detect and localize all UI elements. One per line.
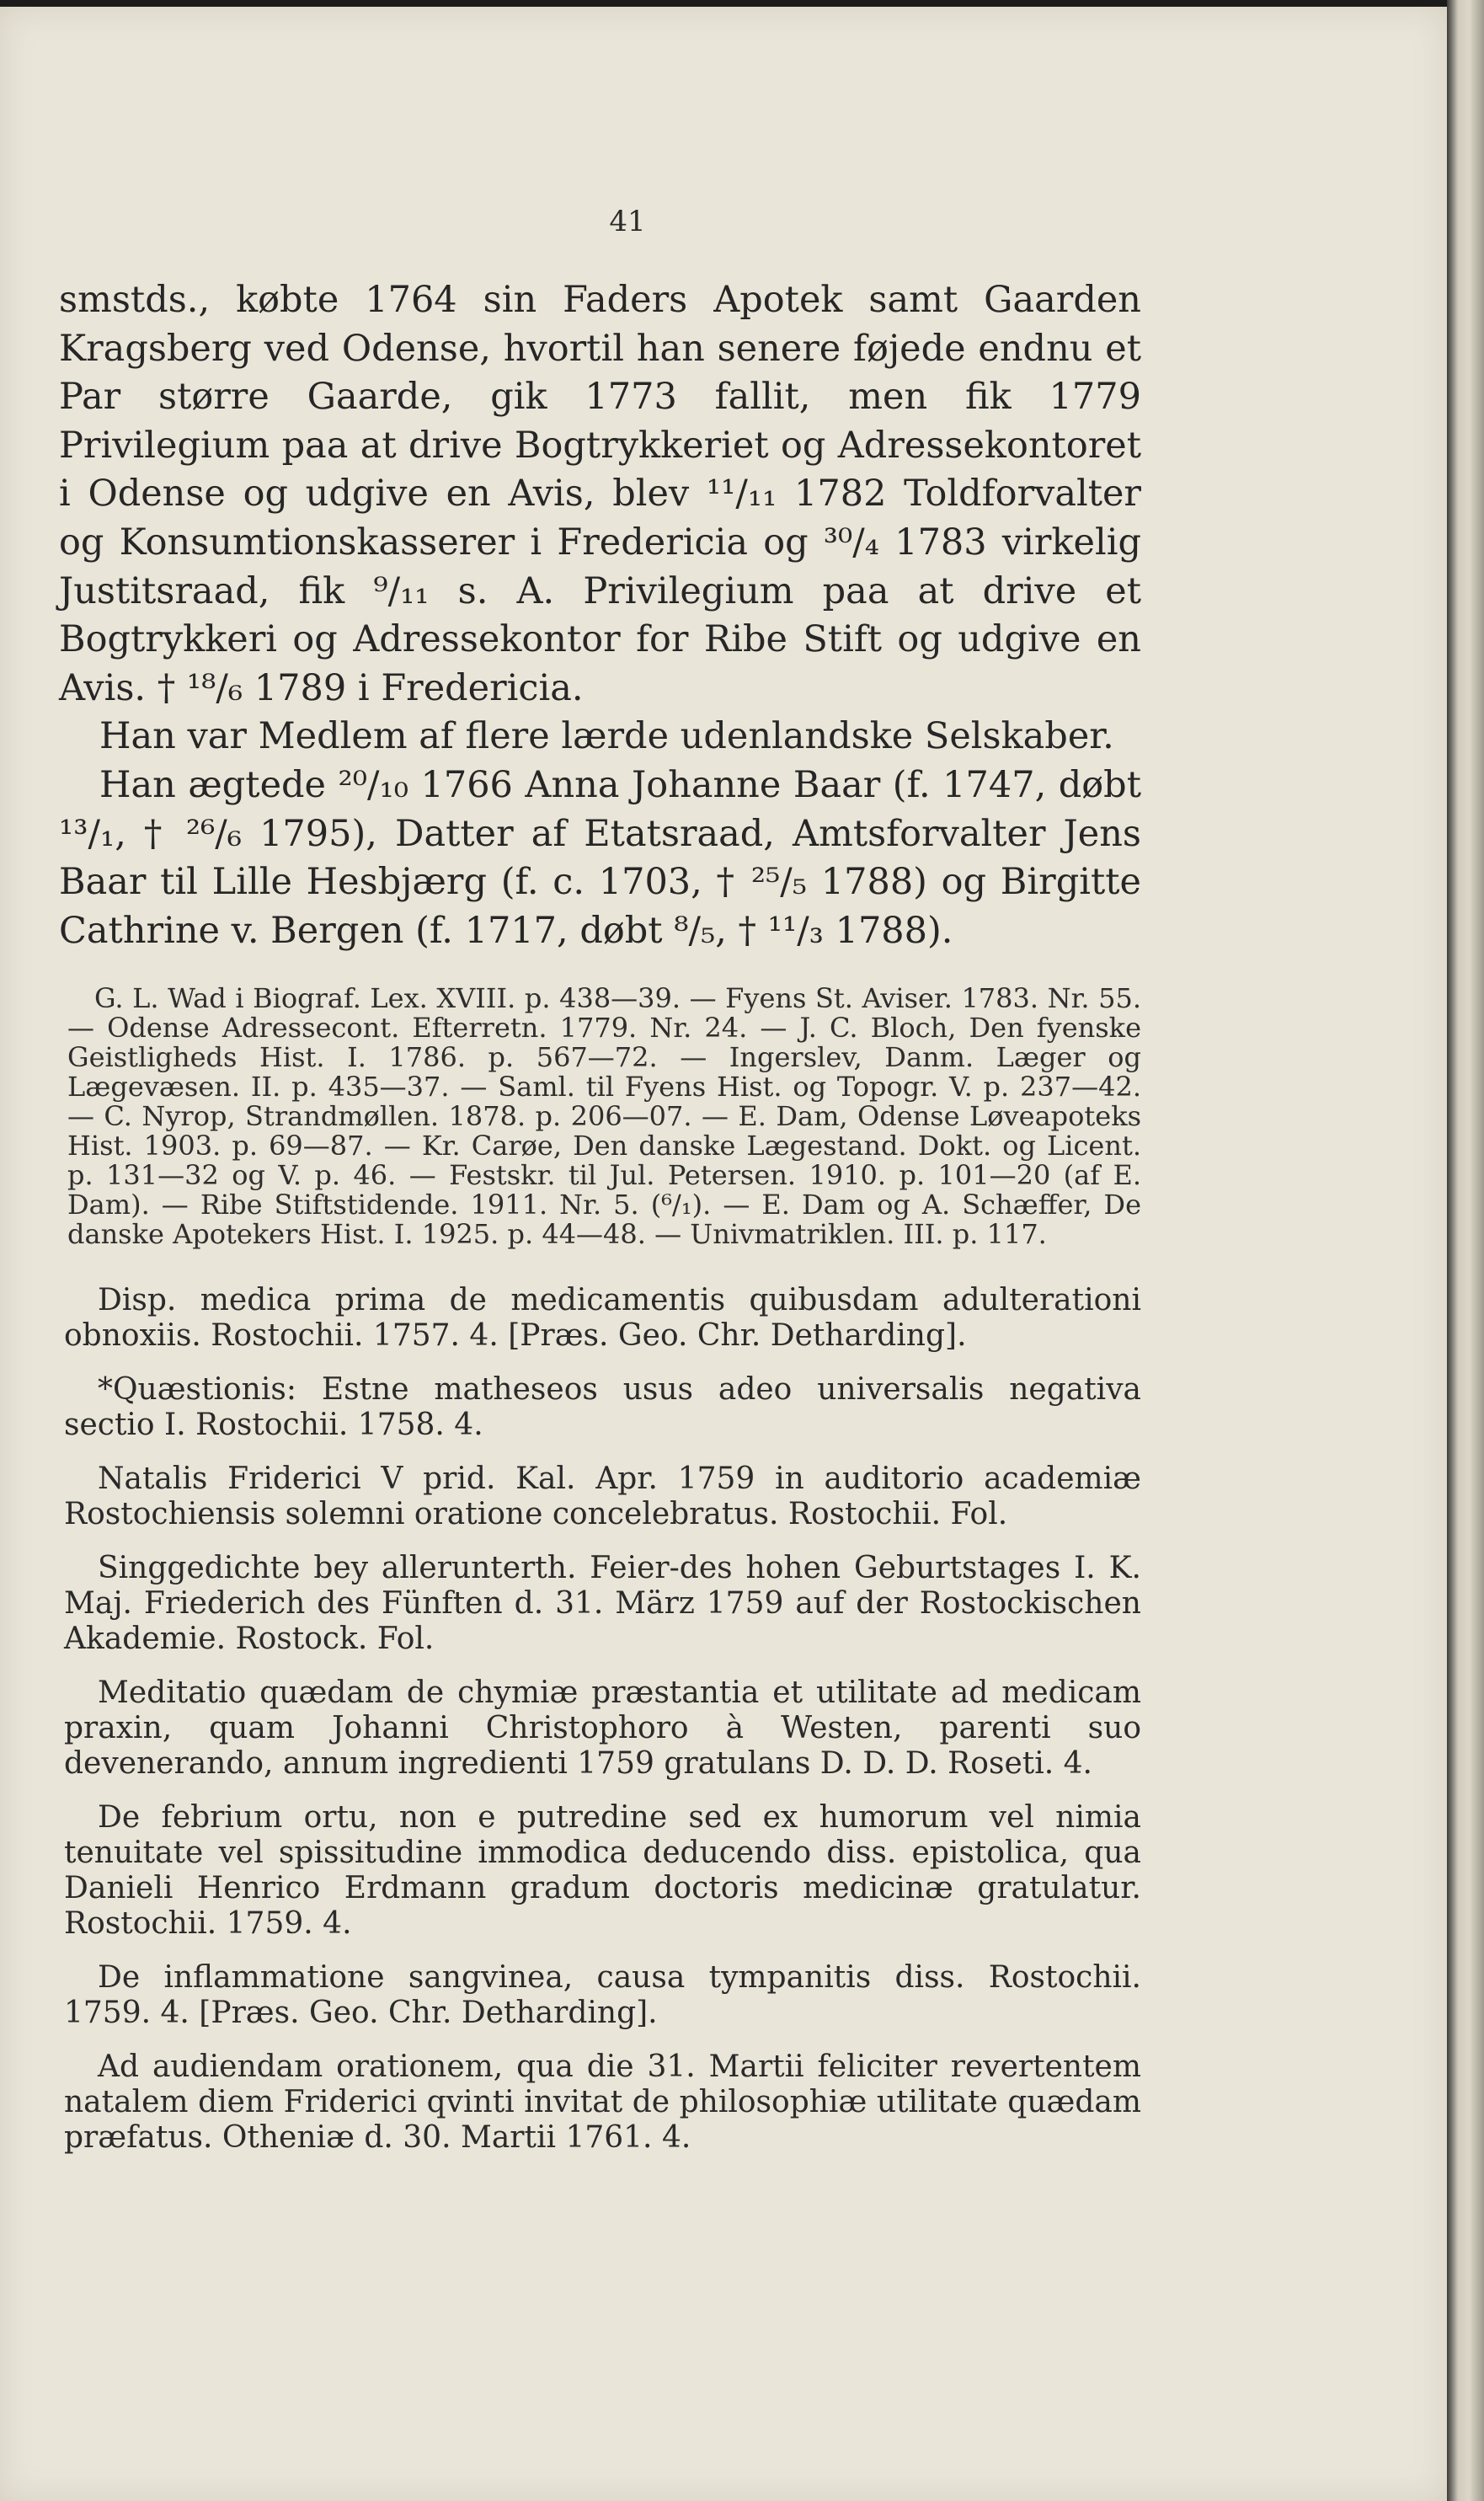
biography-paragraph: Han ægtede ²⁰/₁₀ 1766 Anna Johanne Baar (f. 1747, døbt ¹³/₁, † ²⁶/₆ 1795), Datter af Etatsraad, Amtsforvalter Jens Baar til Lille Hesbjærg (f. c. 1703, † ²⁵/₅ 1788) og Birgitte Cathrine v. Bergen (f. 1717, døbt ⁸/₅, † ¹¹/₃ 1788). bbox=[59, 763, 1141, 952]
work-entry: Natalis Friderici V prid. Kal. Apr. 1759 in auditorio academiæ Rostochiensis solemni oratione concelebratus. Rostochii. Fol. bbox=[64, 1462, 1141, 1532]
works-list bbox=[59, 1283, 1141, 2156]
work-entry: Meditatio quædam de chymiæ præstantia et utilitate ad medicam praxin, quam Johanni Christophoro à Westen, parenti suo devenerando, annum ingredienti 1759 gratulans D. D. D. Roseti. 4. bbox=[64, 1675, 1141, 1782]
page-content bbox=[59, 276, 1141, 2174]
page-number: 41 bbox=[609, 205, 646, 238]
work-entry: De inflammatione sangvinea, causa tympanitis diss. Rostochii. 1759. 4. [Præs. Geo. Chr. Detharding]. bbox=[64, 1960, 1141, 2031]
work-entry: De febrium ortu, non e putredine sed ex humorum vel nimia tenuitate vel spissitudine immodica deducendo diss. epistolica, qua Danieli Henrico Erdmann gradum doctoris medicinæ gratulatur. Rostochii. 1759. 4. bbox=[64, 1800, 1141, 1942]
work-entry: Ad audiendam orationem, qua die 31. Martii feliciter revertentem natalem diem Friderici qvinti invitat de philosophiæ utilitate quædam præfatus. Otheniæ d. 30. Martii 1761. 4. bbox=[64, 2049, 1141, 2156]
references-text: G. L. Wad i Biograf. Lex. XVIII. p. 438—39. — Fyens St. Aviser. 1783. Nr. 55. — Odense Adressecont. Efterretn. 1779. Nr. 24. — J. C. Bloch, Den fyenske Geistligheds Hist. I. 1786. p. 567—72. — Ingerslev, Danm. Læger og Lægevæsen. II. p. 435—37. — Saml. til Fyens Hist. og Topogr. V. p. 237—42. — C. Nyrop, Strandmøllen. 1878. p. 206—07. — E. Dam, Odense Løveapoteks Hist. 1903. p. 69—87. — Kr. Carøe, Den danske Lægestand. Dokt. og Licent. p. 131—32 og V. p. 46. — Festskr. til Jul. Petersen. 1910. p. 101—20 (af E. Dam). — Ribe Stiftstidende. 1911. Nr. 5. (⁶/₁). — E. Dam og A. Schæffer, De danske Apotekers Hist. I. 1925. p. 44—48. — Univmatriklen. III. p. 117. bbox=[67, 982, 1141, 1251]
page-edge bbox=[1447, 0, 1484, 2501]
biography-section bbox=[59, 276, 1141, 955]
book-page bbox=[0, 7, 1447, 2501]
biography-paragraph: Han var Medlem af flere lærde udenlandske Selskaber. bbox=[99, 715, 1114, 758]
work-entry: *Quæstionis: Estne matheseos usus adeo universalis negativa sectio I. Rostochii. 1758. 4. bbox=[64, 1372, 1141, 1443]
work-entry: Singgedichte bey allerunterth. Feier-des hohen Geburtstages I. K. Maj. Friederich des Fünften d. 31. März 1759 auf der Rostockischen Akademie. Rostock. Fol. bbox=[64, 1551, 1141, 1657]
work-entry: Disp. medica prima de medicamentis quibusdam adulterationi obnoxiis. Rostochii. 1757. 4. [Præs. Geo. Chr. Detharding]. bbox=[64, 1283, 1141, 1354]
references-section bbox=[59, 984, 1141, 1249]
biography-paragraph: smstds., købte 1764 sin Faders Apotek samt Gaarden Kragsberg ved Odense, hvortil han senere føjede endnu et Par større Gaarde, gik 1773 fallit, men fik 1779 Privilegium paa at drive Bogtrykkeriet og Adressekontoret i Odense og udgive en Avis, blev ¹¹/₁₁ 1782 Toldforvalter og Konsumtionskasserer i Fredericia og ³⁰/₄ 1783 virkelig Justitsraad, fik ⁹/₁₁ s. A. Privilegium paa at drive et Bogtrykkeri og Adressekontor for Ribe Stift og udgive en Avis. † ¹⁸/₆ 1789 i Fredericia. bbox=[59, 279, 1141, 709]
